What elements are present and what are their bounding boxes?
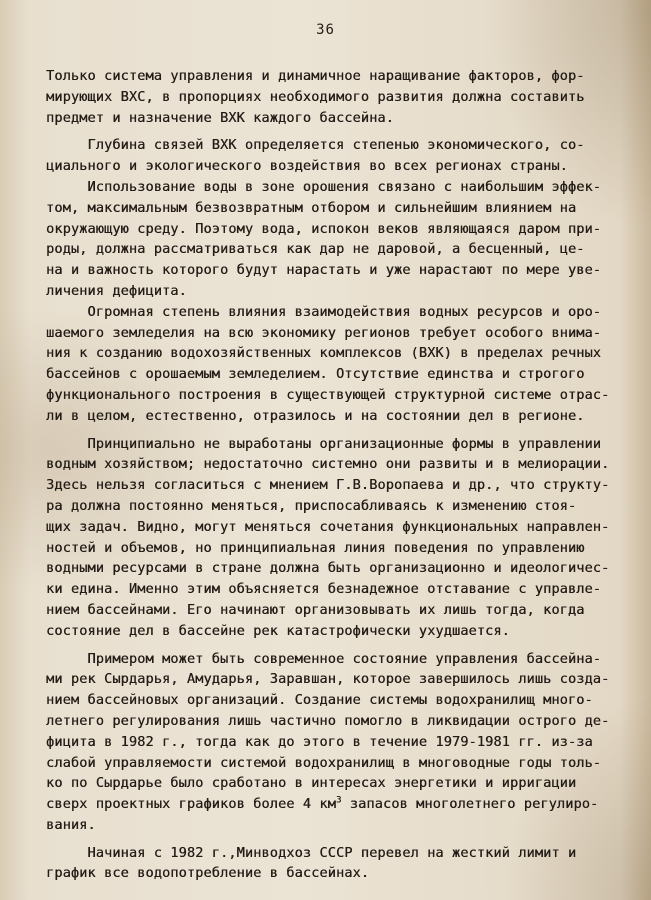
text-line-continuation: запасов многолетнего регулиро- (341, 796, 599, 813)
text-line-content: ми рек Сырдарья, Амударья, Заравшан, которое завершилось лишь созда- (46, 671, 610, 688)
text-line (46, 177, 606, 198)
text-line-content: нием бассейновых организаций. Создание системы водохранилищ много- (46, 692, 593, 709)
text-line (46, 323, 606, 344)
text-line-content: ко по Сырдарье было сработано в интересах энергетики и ирригации (46, 775, 577, 792)
text-line-content: ки едина. Именно этим объясняется безнадежное отставание с управле- (46, 581, 602, 598)
text-line (46, 219, 606, 240)
text-line (46, 579, 606, 600)
text-line (46, 649, 606, 670)
superscript: 3 (335, 795, 342, 806)
text-line-content: бассейнов с орошаемым земледелием. Отсутствие единства и строгого (46, 366, 585, 383)
text-line-content: предмет и назначение ВХК каждого бассейна. (46, 109, 394, 126)
text-line-content: циального и экологического воздействия во всех регионах страны. (46, 158, 568, 175)
text-line-content: сверх проектных графиков более 4 км (46, 796, 336, 813)
text-line (46, 538, 606, 559)
text-line (46, 385, 610, 406)
text-line-content: Глубина связей ВХК определяется степенью экономического, со- (46, 137, 585, 154)
text-line (46, 281, 606, 302)
text-line-content: Использование воды в зоне орошения связано с наибольшим эффек- (46, 178, 602, 195)
text-line (46, 496, 606, 517)
text-line (46, 863, 606, 884)
text-line (46, 753, 606, 774)
text-line (46, 156, 606, 177)
text-line (46, 434, 606, 455)
text-line-content: нием бассейнами. Его начинают организовывать их лишь тогда, когда (46, 601, 585, 618)
text-line-content: Только система управления и динамичное наращивание факторов, фор- (46, 68, 585, 84)
text-line-content: ли в целом, естественно, отразилось и на состоянии дел в регионе. (46, 407, 585, 424)
text-line (46, 690, 606, 711)
text-line-content: Начиная с 1982 г.,Минводхоз СССР перевел на жесткий лимит и (46, 844, 577, 861)
text-line (46, 843, 606, 864)
text-line-content: личения дефицита. (46, 282, 187, 299)
text-line (46, 108, 606, 129)
text-line (46, 669, 610, 690)
text-line (46, 711, 610, 732)
text-line (46, 815, 606, 836)
page-number: 36 (316, 22, 335, 38)
text-line-content: водными ресурсами в стране должна быть организационно и идеологичес- (46, 560, 610, 577)
text-line (46, 558, 610, 579)
text-line (46, 302, 606, 323)
text-line-content: шаемого земледелия на всю экономику регионов требует особого внима- (46, 324, 602, 341)
text-line-content: Принципиально не выработаны организационные формы в управлении (46, 435, 602, 452)
text-line-content: Примером может быть современное состояние управления бассейна- (46, 650, 602, 667)
text-line (46, 364, 606, 385)
text-line (46, 517, 610, 538)
text-line (46, 260, 606, 281)
text-line-content: слабой управляемости системой водохранилищ в многоводные годы толь- (46, 754, 602, 771)
text-line-content: мирующих ВХС, в пропорциях необходимого развития должна составить (46, 88, 585, 105)
text-line-content: окружающую среду. Поэтому вода, испокон веков являющаяся даром при- (46, 220, 602, 237)
text-line-content: щих задач. Видно, могут меняться сочетания функциональных направлен- (46, 518, 610, 535)
text-line (46, 239, 606, 260)
text-line-content: Огромная степень влияния взаимодействия водных ресурсов и оро- (46, 303, 602, 320)
text-line (46, 732, 606, 753)
text-line (46, 66, 606, 87)
text-line (46, 773, 606, 794)
text-line (46, 343, 606, 364)
text-line (46, 794, 606, 815)
text-line-content: график все водопотребление в бассейнах. (46, 865, 370, 882)
text-line (46, 621, 606, 642)
text-line-content: роды, должна рассматриваться как дар не даровой, а бесценный, це- (46, 241, 585, 258)
text-line-content: Здесь нельзя согласиться с мнением Г.В.Воропаева и др., что структу- (46, 477, 610, 494)
text-line-content: ностей и объемов, но принципиальная линия поведения по управлению (46, 539, 585, 556)
text-line-content: ра должна постоянно меняться, приспосабливаясь к изменению стоя- (46, 497, 577, 514)
text-line-content: том, максимальным безвозвратным отбором и сильнейшим влиянием на (46, 199, 577, 216)
text-line (46, 135, 606, 156)
text-line-content: на и важность которого будут нарастать и уже нарастают по мере уве- (46, 262, 602, 279)
text-line-content: ния к созданию водохозяйственных комплексов (ВХК) в пределах речных (46, 345, 602, 362)
text-line (46, 198, 606, 219)
text-line-content: функционального построения в существующей структурной системе отрас- (46, 386, 610, 403)
text-line (46, 475, 610, 496)
text-line (46, 600, 606, 621)
text-line-content: вания. (46, 816, 96, 833)
text-line (46, 454, 610, 475)
text-line-content: состояние дел в бассейне рек катастрофически ухудшается. (46, 622, 510, 639)
text-line (46, 406, 606, 427)
text-line-content: водным хозяйством; недостаточно системно они развиты и в мелиорации. (46, 456, 610, 473)
text-line-content: летнего регулирования лишь частично помогло в ликвидации острого де- (46, 712, 610, 729)
text-line (46, 87, 606, 108)
text-line-content: фицита в 1982 г., тогда как до этого в течение 1979-1981 гг. из-за (46, 733, 593, 750)
document-body (46, 66, 610, 884)
